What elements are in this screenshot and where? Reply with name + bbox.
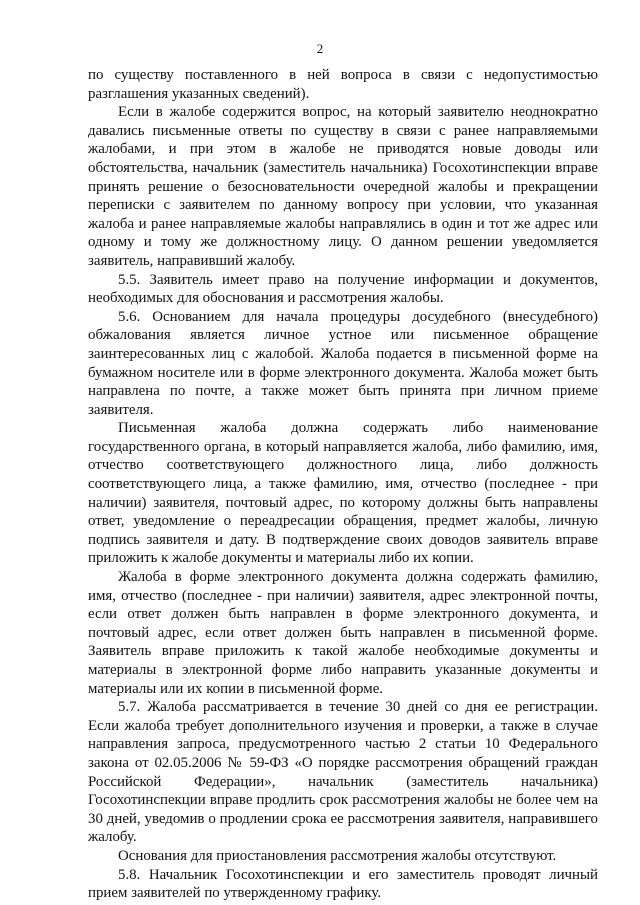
paragraph-no-suspension: Основания для приостановления рассмотрения жалобы отсутствуют. xyxy=(118,847,557,864)
paragraph-electronic-complaint: Жалоба в форме электронного документа должна содержать фамилию, имя, отчество (последнее - при наличии) заявителя, адрес электронной почты, если ответ должен быть направлен в форме электронного документа, и почтовый адрес, если ответ должен быть направлен в письменной форме. Заявитель вправе приложить к такой жалобе необходимые документы и материалы в электронной форме либо направить указанные документы и материалы или их копии в письменной форме. xyxy=(88,569,598,697)
paragraph-5-6: 5.6. Основанием для начала процедуры досудебного (внесудебного) обжалования является личное устное или письменное обращение заинтересованных лиц с жалобой. Жалоба подается в письменной форме на бумажном носителе или в форме электронного документа. Жалоба может быть направлена по почте, а также может быть принята при личном приеме заявителя. xyxy=(88,308,598,418)
paragraph-5-8: 5.8. Начальник Госохотинспекции и его заместитель проводят личный прием заявителей по утвержденному графику. xyxy=(88,866,598,902)
paragraph-repeated-complaints: Если в жалобе содержится вопрос, на который заявителю неоднократно давались письменные ответы по существу в связи с ранее направляемыми жалобами, и при этом в жалобе не приводятся новые доводы или обстоятельства, начальник (заместитель начальника) Госохотинспекции вправе принять решение о безосновательности очередной жалобы и прекращении переписки с заявителем по данному вопросу при условии, что указанная жалоба и ранее направляемые жалобы направлялись в один и тот же адрес или одному и тому же должностному лицу. О данном решении уведомляется заявитель, направивший жалобу. xyxy=(88,104,598,269)
paragraph-continuation: по существу поставленного в ней вопроса в связи с недопустимостью разглашения указанных сведений). xyxy=(88,67,598,102)
paragraph-5-7: 5.7. Жалоба рассматривается в течение 30 дней со дня ее регистрации. Если жалоба требует дополнительного изучения и проверки, а также в случае направления запроса, предусмотренного частью 2 статьи 10 Федерального закона от 02.05.2006 № 59-ФЗ «О порядке рассмотрения обращений граждан Российской Федерации», начальник (заместитель начальника) Госохотинспекции вправе продлить срок рассмотрения жалобы не более чем на 30 дней, уведомив о продлении срока ее рассмотрения заявителя, направившего жалобу. xyxy=(88,699,598,846)
paragraph-5-5: 5.5. Заявитель имеет право на получение информации и документов, необходимых для обоснования и рассмотрения жалобы. xyxy=(88,271,598,307)
paragraph-written-complaint: Письменная жалоба должна содержать либо наименование государственного органа, в который направляется жалоба, либо фамилию, имя, отчество соответствующего должностного лица, либо должность соответствующего лица, а также фамилию, имя, отчество (последнее - при наличии) заявителя, почтовый адрес, по которому должны быть направлены ответ, уведомление о переадресации обращения, предмет жалобы, личную подпись заявителя и дату. В подтверждение своих доводов заявитель вправе приложить к жалобе документы и материалы либо их копии. xyxy=(88,420,598,567)
document-body xyxy=(88,66,598,903)
page-number: 2 xyxy=(316,41,324,56)
